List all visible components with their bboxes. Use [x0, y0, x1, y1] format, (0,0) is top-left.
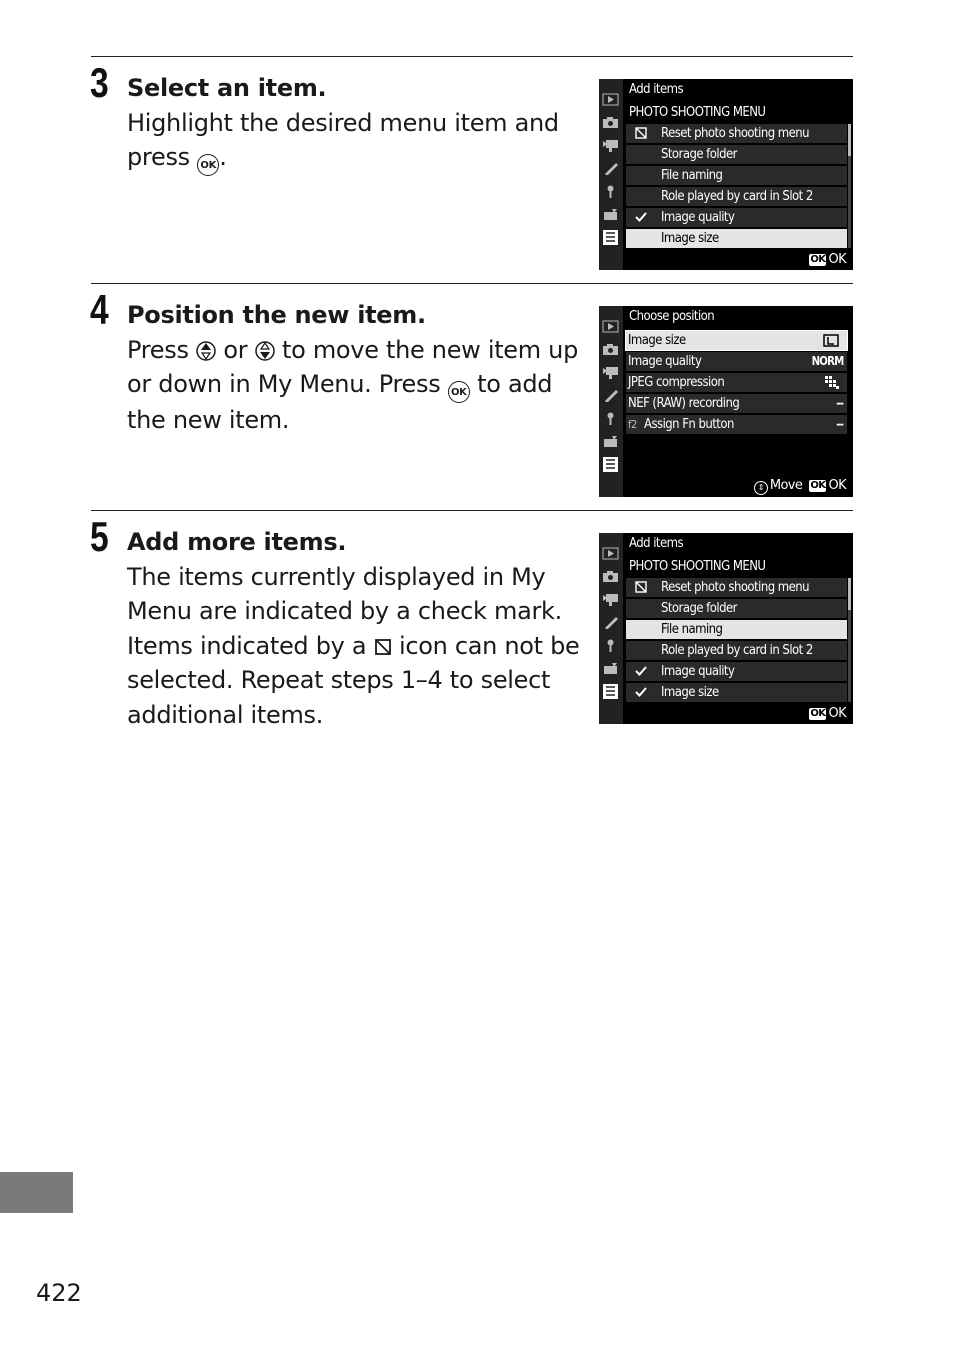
pencil-tab-icon — [602, 162, 619, 175]
step-number: 3 — [90, 59, 109, 106]
menu-tab-sidebar — [599, 533, 623, 724]
step-title: Add more items. — [127, 528, 347, 556]
menu-item[interactable]: Storage folder — [626, 599, 847, 618]
menu-item[interactable]: Image size — [626, 683, 847, 702]
movie-tab-icon — [602, 139, 619, 152]
no-icon — [634, 580, 648, 594]
step-body: the new item. — [127, 406, 290, 434]
camera-tab-icon — [602, 343, 619, 356]
step-body: Items indicated by a icon can not be — [127, 631, 580, 660]
screen-subtitle: PHOTO SHOOTING MENU — [629, 105, 766, 120]
scrollbar[interactable] — [848, 578, 851, 702]
menu-item[interactable]: f2 Assign Fn button -- — [626, 415, 847, 434]
wrench-tab-icon — [602, 185, 619, 198]
step-body: selected. Repeat steps 1–4 to select — [127, 666, 551, 694]
multi-selector-icon: ⇕ — [754, 481, 768, 495]
no-icon — [374, 638, 392, 656]
scrollbar-thumb[interactable] — [848, 578, 851, 610]
menu-item-selected[interactable]: Image size — [626, 331, 847, 350]
step-body: additional items. — [127, 700, 324, 729]
camera-tab-icon — [602, 570, 619, 583]
screen-title: Add items — [629, 82, 684, 97]
screen-footer: OK OK — [810, 252, 846, 267]
playback-tab-icon — [602, 547, 619, 560]
step-body: The items currently displayed in My — [127, 562, 546, 591]
movie-tab-icon — [602, 366, 619, 379]
step-number: 4 — [90, 286, 109, 333]
menu-tab-sidebar — [599, 79, 623, 270]
menu-item[interactable]: Reset photo shooting menu — [626, 578, 847, 597]
my-menu-tab-icon — [602, 456, 619, 473]
step-text — [127, 525, 587, 732]
ok-button-icon: OK — [810, 480, 826, 491]
menu-list — [626, 124, 847, 250]
step-text — [127, 298, 587, 438]
ok-button-icon: OK — [197, 154, 219, 176]
playback-tab-icon — [602, 93, 619, 106]
camera-screen-add-items — [599, 533, 853, 724]
pencil-tab-icon — [602, 616, 619, 629]
multi-selector-down-icon — [255, 340, 275, 362]
divider-rule — [91, 56, 853, 57]
screen-footer: OK OK — [810, 706, 846, 721]
retouch-tab-icon — [602, 208, 619, 221]
page-number: 422 — [36, 1279, 82, 1307]
divider-rule — [91, 510, 853, 511]
step-title: Position the new item. — [127, 301, 426, 329]
step-body: press OK . — [127, 140, 587, 176]
menu-list — [626, 578, 847, 704]
screen-title: Add items — [629, 536, 684, 551]
fn-prefix-icon: f2 — [628, 418, 637, 431]
menu-item[interactable]: NEF (RAW) recording -- — [626, 394, 847, 413]
camera-screen-add-items — [599, 79, 853, 270]
menu-item-selected[interactable]: File naming — [626, 620, 847, 639]
scrollbar-thumb[interactable] — [848, 124, 851, 156]
my-menu-tab-icon — [602, 229, 619, 246]
menu-item[interactable]: Role played by card in Slot 2 — [626, 641, 847, 660]
menu-item[interactable]: Image quality — [626, 208, 847, 227]
movie-tab-icon — [602, 593, 619, 606]
ok-button-icon: OK — [810, 254, 826, 265]
playback-tab-icon — [602, 320, 619, 333]
check-icon — [634, 664, 648, 678]
menu-item-selected[interactable]: Image size — [626, 229, 847, 248]
multi-selector-up-icon — [196, 340, 216, 362]
check-icon — [634, 685, 648, 699]
step-body: Highlight the desired menu item and — [127, 108, 559, 137]
wrench-tab-icon — [602, 639, 619, 652]
menu-item[interactable]: Role played by card in Slot 2 — [626, 187, 847, 206]
no-icon — [634, 126, 648, 140]
menu-item[interactable]: Image quality NORM — [626, 352, 847, 371]
step-text — [127, 71, 587, 176]
step-number: 5 — [90, 513, 109, 560]
retouch-tab-icon — [602, 662, 619, 675]
section-tab — [0, 1172, 73, 1213]
wrench-tab-icon — [602, 412, 619, 425]
step-body: Menu are indicated by a check mark. — [127, 597, 562, 625]
screen-subtitle: PHOTO SHOOTING MENU — [629, 559, 766, 574]
scrollbar[interactable] — [848, 124, 851, 248]
screen-footer: ⇕ Move OK OK — [754, 478, 846, 495]
divider-rule — [91, 283, 853, 284]
menu-item[interactable]: Storage folder — [626, 145, 847, 164]
step-body: or down in My Menu. Press OK to add — [127, 367, 587, 403]
menu-item[interactable]: Reset photo shooting menu — [626, 124, 847, 143]
retouch-tab-icon — [602, 435, 619, 448]
check-icon — [634, 210, 648, 224]
jpeg-compression-icon — [825, 376, 839, 389]
screen-title: Choose position — [629, 309, 715, 324]
step-title: Select an item. — [127, 74, 327, 102]
menu-tab-sidebar — [599, 306, 623, 497]
image-size-large-icon — [823, 334, 839, 347]
menu-item[interactable]: File naming — [626, 166, 847, 185]
position-list — [626, 331, 847, 436]
menu-item[interactable]: Image quality — [626, 662, 847, 681]
ok-button-icon: OK — [810, 708, 826, 719]
my-menu-tab-icon — [602, 683, 619, 700]
pencil-tab-icon — [602, 389, 619, 402]
ok-button-icon: OK — [448, 381, 470, 403]
camera-tab-icon — [602, 116, 619, 129]
camera-screen-choose-position — [599, 306, 853, 497]
menu-item[interactable]: JPEG compression — [626, 373, 847, 392]
step-body: Press or to move the new item up — [127, 335, 579, 364]
